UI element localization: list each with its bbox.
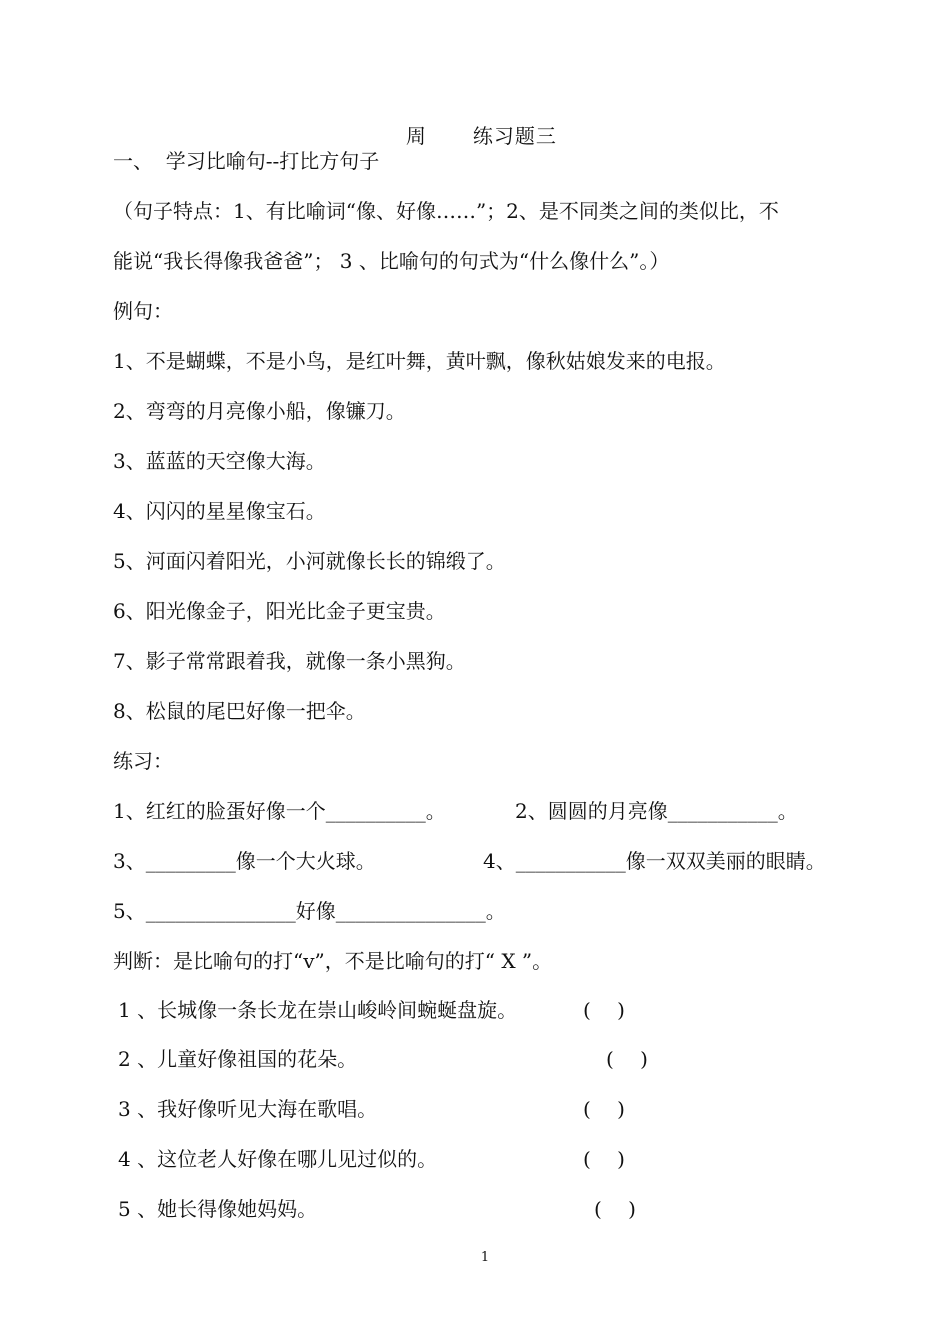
- page-title: [0, 97, 950, 149]
- practice-label: 练习：: [113, 749, 173, 773]
- judge-item: 1 、长城像一条长龙在崇山峻岭间蜿蜒盘旋。: [118, 998, 518, 1022]
- judge-item: 5 、她长得像她妈妈。: [118, 1197, 318, 1221]
- example-item: 7、影子常常跟着我，就像一条小黑狗。: [113, 649, 466, 673]
- note-line-1: （句子特点：1、有比喻词“像、好像……”；2、是不同类之间的类似比，不: [113, 199, 779, 223]
- judge-item: 2 、儿童好像祖国的花朵。: [118, 1047, 358, 1071]
- example-item: 5、河面闪着阳光，小河就像长长的锦缎了。: [113, 549, 506, 573]
- judge-label: 判断：是比喻句的打“v”，不是比喻句的打“ X ”。: [113, 949, 553, 973]
- judge-item: 4 、这位老人好像在哪儿见过似的。: [118, 1147, 438, 1171]
- example-item: 1、不是蝴蝶，不是小鸟，是红叶舞，黄叶飘，像秋姑娘发来的电报。: [113, 349, 726, 373]
- practice-item-3: 3、_________像一个大火球。: [113, 849, 376, 873]
- answer-parentheses[interactable]: ( ): [583, 1097, 625, 1121]
- title-left: 周: [405, 124, 427, 148]
- judge-item: 3 、我好像听见大海在歌唱。: [118, 1097, 378, 1121]
- answer-parentheses[interactable]: ( ): [594, 1197, 636, 1221]
- practice-item-5: 5、_______________好像_______________。: [113, 899, 506, 923]
- note-line-2: 能说“我长得像我爸爸”； 3 、比喻句的句式为“什么像什么”。）: [113, 249, 670, 273]
- example-item: 4、闪闪的星星像宝石。: [113, 499, 326, 523]
- answer-parentheses[interactable]: ( ): [583, 1147, 625, 1171]
- practice-item-4: 4、___________像一双双美丽的眼睛。: [483, 849, 826, 873]
- answer-parentheses[interactable]: ( ): [583, 998, 625, 1022]
- practice-item-1: 1、红红的脸蛋好像一个__________。: [113, 799, 446, 823]
- practice-item-2: 2、圆圆的月亮像___________。: [515, 799, 798, 823]
- examples-label: 例句：: [113, 299, 173, 323]
- page-number: 1: [480, 1250, 490, 1265]
- title-right: 练习题三: [472, 124, 557, 148]
- answer-parentheses[interactable]: ( ): [606, 1047, 648, 1071]
- section-heading: 一、 学习比喻句--打比方句子: [113, 149, 380, 173]
- example-item: 3、蓝蓝的天空像大海。: [113, 449, 326, 473]
- example-item: 8、松鼠的尾巴好像一把伞。: [113, 699, 366, 723]
- example-item: 6、阳光像金子，阳光比金子更宝贵。: [113, 599, 446, 623]
- example-item: 2、弯弯的月亮像小船，像镰刀。: [113, 399, 406, 423]
